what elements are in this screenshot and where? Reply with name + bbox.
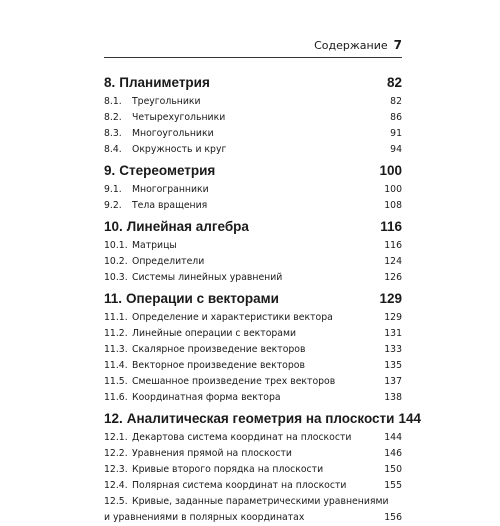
toc-entry[interactable] xyxy=(104,374,402,390)
chapter-number: 9. xyxy=(104,163,116,178)
section-number: 8.4. xyxy=(104,144,122,155)
toc-chapter-10 xyxy=(104,218,402,286)
section-number: 11.3. xyxy=(104,344,128,355)
section-page-number: 135 xyxy=(384,360,402,371)
section-title-continuation: и уравнениями в полярных координатах xyxy=(104,512,305,523)
toc-entry[interactable] xyxy=(104,358,402,374)
section-number: 10.1. xyxy=(104,240,128,251)
section-page-number: 129 xyxy=(384,312,402,323)
section-title: Четырехугольники xyxy=(132,112,226,123)
section-title: Окружность и круг xyxy=(132,144,227,155)
section-title: Линейные операции с векторами xyxy=(132,328,297,339)
section-page-number: 100 xyxy=(384,184,402,195)
chapter-title: Стереометрия xyxy=(119,163,216,178)
toc-entry[interactable] xyxy=(104,462,402,478)
section-page-number: 108 xyxy=(384,200,402,211)
section-number: 12.2. xyxy=(104,448,128,459)
section-title: Определение и характеристики вектора xyxy=(132,312,333,323)
section-title: Кривые второго порядка на плоскости xyxy=(132,464,324,475)
section-number: 10.2. xyxy=(104,256,128,267)
toc-entry[interactable] xyxy=(104,238,402,254)
section-page-number: 144 xyxy=(384,432,402,443)
chapter-number: 10. xyxy=(104,219,123,234)
section-title: Декартова система координат на плоскости xyxy=(132,432,352,443)
section-title: Многогранники xyxy=(132,184,209,195)
section-page-number: 131 xyxy=(384,328,402,339)
section-number: 11.1. xyxy=(104,312,128,323)
section-number: 11.6. xyxy=(104,392,128,403)
toc-entry[interactable] xyxy=(104,310,402,326)
section-page-number: 86 xyxy=(390,112,402,123)
chapter-title: Линейная алгебра xyxy=(126,219,249,234)
section-number: 9.2. xyxy=(104,200,122,211)
section-title: Треугольники xyxy=(132,96,201,107)
chapter-number: 8. xyxy=(104,75,116,90)
toc-chapter-11 xyxy=(104,290,402,406)
toc-entry[interactable] xyxy=(104,342,402,358)
section-number: 12.4. xyxy=(104,480,128,491)
section-page-number: 138 xyxy=(384,392,402,403)
section-page-number: 94 xyxy=(390,144,402,155)
section-number: 12.3. xyxy=(104,464,128,475)
chapter-page-number: 144 xyxy=(398,411,421,426)
section-title: Смешанное произведение трех векторов xyxy=(132,376,336,387)
chapter-heading[interactable] xyxy=(104,74,402,92)
toc-entry[interactable] xyxy=(104,326,402,342)
toc-entry[interactable] xyxy=(104,198,402,214)
section-number: 11.4. xyxy=(104,360,128,371)
section-title: Полярная система координат на плоскости xyxy=(132,480,347,491)
section-number: 11.2. xyxy=(104,328,128,339)
section-number: 8.1. xyxy=(104,96,122,107)
section-number: 11.5. xyxy=(104,376,128,387)
section-title: Системы линейных уравнений xyxy=(132,272,283,283)
toc-entry[interactable] xyxy=(104,254,402,270)
section-number: 8.2. xyxy=(104,112,122,123)
section-title: Координатная форма вектора xyxy=(132,392,281,403)
chapter-page-number: 100 xyxy=(379,163,402,178)
chapter-heading[interactable] xyxy=(104,162,402,180)
toc-entry[interactable] xyxy=(104,390,402,406)
toc-entry[interactable] xyxy=(104,446,402,462)
section-number: 10.3. xyxy=(104,272,128,283)
section-page-number: 91 xyxy=(390,128,402,139)
chapter-page-number: 82 xyxy=(386,75,402,90)
section-page-number: 82 xyxy=(390,96,402,107)
section-number: 12.5. xyxy=(104,496,128,507)
section-page-number: 156 xyxy=(384,512,402,523)
section-number: 9.1. xyxy=(104,184,122,195)
chapter-page-number: 116 xyxy=(380,219,402,234)
toc-entry[interactable] xyxy=(104,182,402,198)
section-title: Многоугольники xyxy=(132,128,214,139)
toc-entry[interactable] xyxy=(104,430,402,446)
chapter-heading[interactable] xyxy=(104,410,421,428)
toc-entry-multiline[interactable] xyxy=(104,494,402,526)
section-page-number: 124 xyxy=(384,256,402,267)
toc-entry[interactable] xyxy=(104,110,402,126)
table-of-contents xyxy=(104,70,421,526)
section-title: Скалярное произведение векторов xyxy=(132,344,306,355)
chapter-page-number: 129 xyxy=(379,291,402,306)
chapter-title: Планиметрия xyxy=(119,75,210,90)
chapter-title: Аналитическая геометрия на плоскости xyxy=(126,411,395,426)
section-page-number: 150 xyxy=(384,464,402,475)
chapter-heading[interactable] xyxy=(104,290,402,308)
section-title: Тела вращения xyxy=(132,200,208,211)
section-number: 8.3. xyxy=(104,128,122,139)
header-rule xyxy=(104,57,402,58)
running-header-section: Содержание xyxy=(314,39,388,52)
section-title: Кривые, заданные параметрическими уравнениями xyxy=(132,496,389,507)
toc-entry[interactable] xyxy=(104,270,402,286)
toc-chapter-9 xyxy=(104,162,402,214)
section-page-number: 137 xyxy=(384,376,402,387)
section-page-number: 116 xyxy=(384,240,402,251)
toc-entry[interactable] xyxy=(104,126,402,142)
toc-entry[interactable] xyxy=(104,94,402,110)
chapter-heading[interactable] xyxy=(104,218,402,236)
section-page-number: 155 xyxy=(384,480,402,491)
toc-entry[interactable] xyxy=(104,142,402,158)
chapter-title: Операции с векторами xyxy=(126,291,279,306)
section-title: Уравнения прямой на плоскости xyxy=(132,448,292,459)
running-header xyxy=(104,38,402,53)
section-title: Матрицы xyxy=(132,240,177,251)
section-title: Векторное произведение векторов xyxy=(132,360,305,371)
section-page-number: 133 xyxy=(384,344,402,355)
section-page-number: 126 xyxy=(384,272,402,283)
section-page-number: 146 xyxy=(384,448,402,459)
toc-entry[interactable] xyxy=(104,478,402,494)
toc-chapter-12 xyxy=(104,410,421,526)
toc-entry-continuation xyxy=(104,510,402,526)
chapter-number: 12. xyxy=(104,411,123,426)
running-header-page-number: 7 xyxy=(393,38,402,52)
section-number: 12.1. xyxy=(104,432,128,443)
section-title: Определители xyxy=(132,256,205,267)
chapter-number: 11. xyxy=(104,291,123,306)
toc-entry-first-line xyxy=(104,494,402,510)
toc-chapter-8 xyxy=(104,74,402,158)
